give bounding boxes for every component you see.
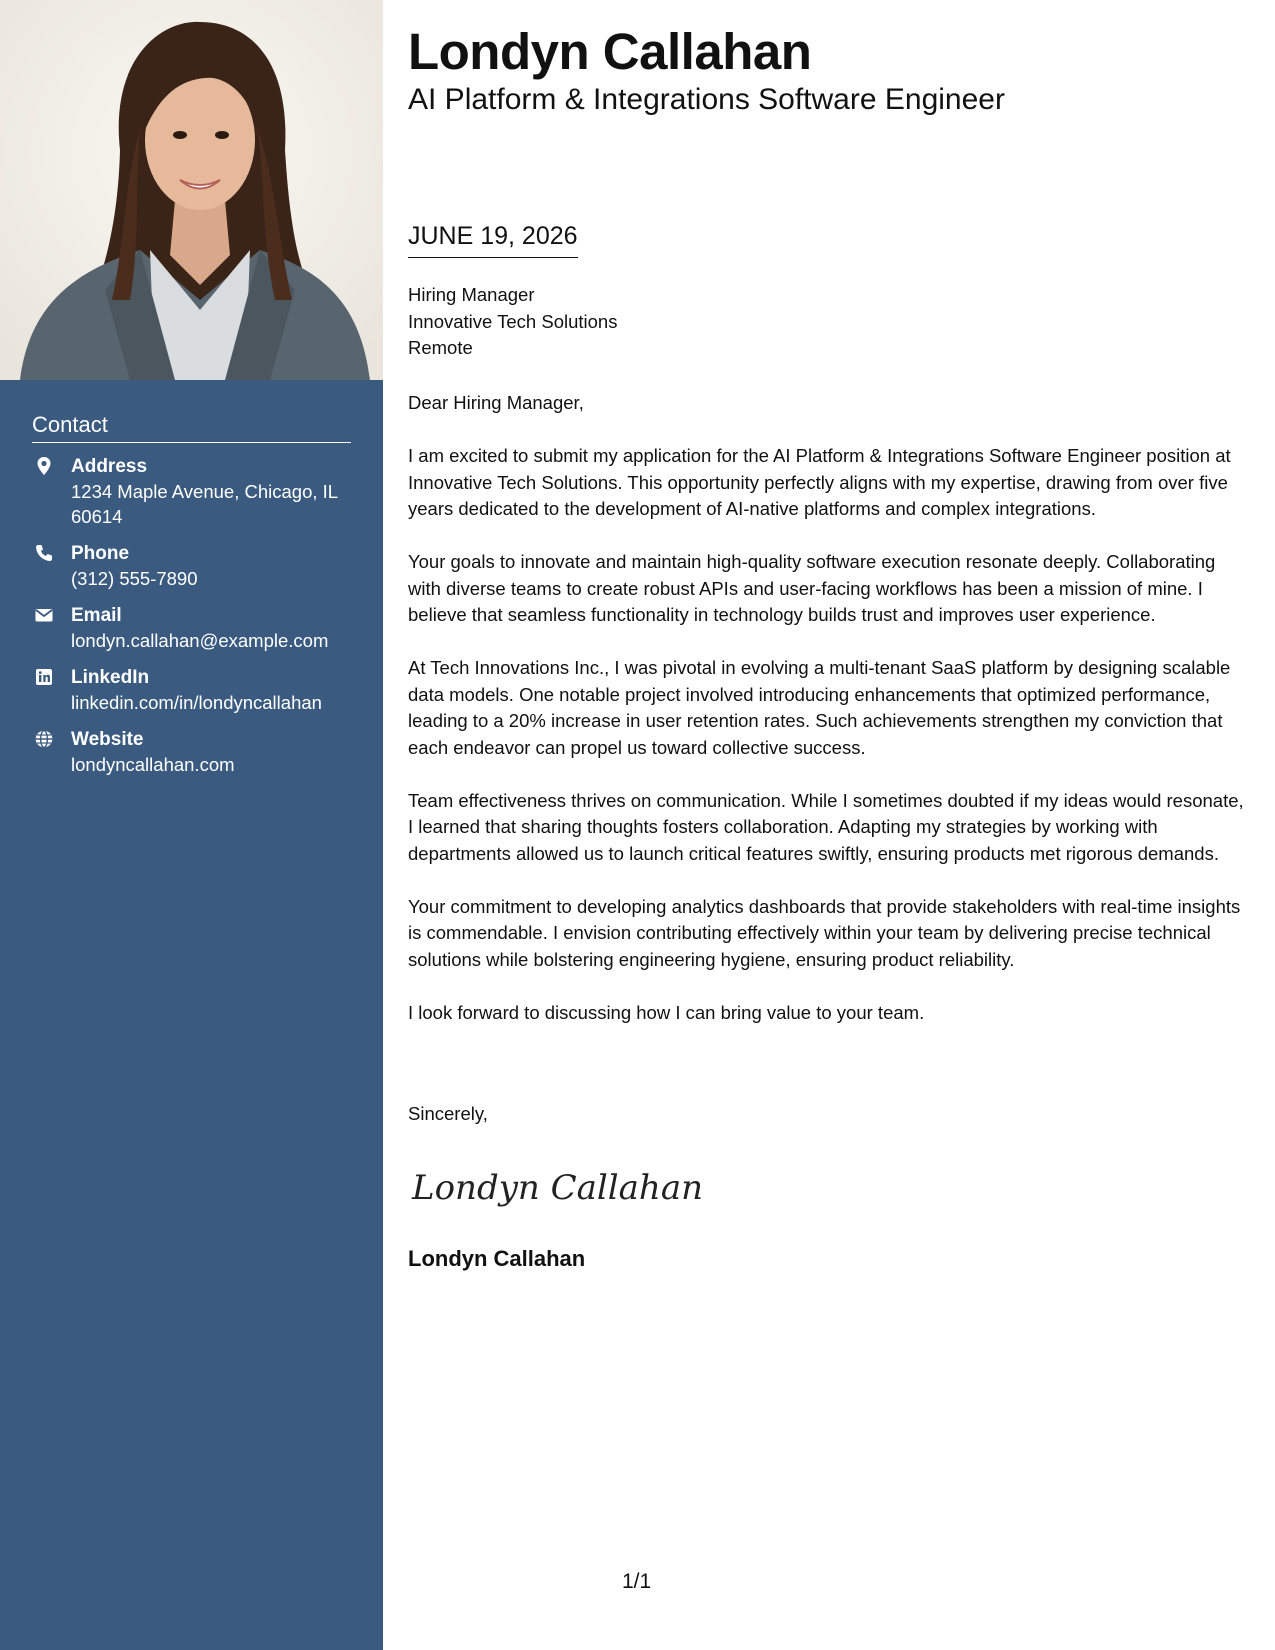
phone-value: (312) 555-7890: [71, 568, 198, 589]
signer-name: Londyn Callahan: [408, 1246, 586, 1271]
website-label: Website: [71, 729, 144, 750]
letter-body: [408, 390, 1246, 1053]
address-label: Address: [71, 456, 148, 477]
signature-image: [408, 1157, 703, 1217]
envelope-icon: [34, 605, 54, 625]
contact-section: [32, 412, 351, 790]
contact-heading: Contact: [32, 412, 351, 443]
linkedin-value[interactable]: linkedin.com/in/londyncallahan: [71, 692, 322, 713]
portrait-photo: [0, 0, 383, 380]
linkedin-label: LinkedIn: [71, 667, 150, 688]
linkedin-icon: [34, 667, 54, 687]
contact-phone: [32, 542, 351, 591]
website-value[interactable]: londyncallahan.com: [71, 754, 235, 775]
body-paragraph: Your goals to innovate and maintain high-quality software execution resonate deeply. Collaborating with diverse teams to create robust APIs and user-facing workflows has been a mission of mine. I believe that seamless functionality in technology builds trust and improves user experience.: [408, 551, 1216, 625]
recipient-line: Innovative Tech Solutions: [408, 310, 618, 332]
contact-linkedin: [32, 666, 351, 715]
page-number: 1/1: [622, 1570, 652, 1593]
email-label: Email: [71, 605, 122, 626]
applicant-name: Londyn Callahan: [408, 23, 812, 80]
phone-label: Phone: [71, 543, 130, 564]
closing: Sincerely,: [408, 1103, 488, 1124]
map-pin-icon: [34, 456, 54, 476]
signature-text: Londyn Callahan: [412, 1168, 703, 1208]
body-paragraph: Team effectiveness thrives on communication. While I sometimes doubted if my ideas would resonate, I learned that sharing thoughts fosters collaboration. Adapting my strategies by working with departments allowed us to launch critical features swiftly, ensuring products met rigorous demands.: [408, 789, 1244, 864]
contact-address: [32, 455, 351, 529]
contact-website: [32, 728, 351, 777]
body-paragraph: At Tech Innovations Inc., I was pivotal in evolving a multi-tenant SaaS platform by designing scalable data models. One notable project involved introducing enhancements that optimized performance, leading to a 20% increase in user retention rates. Such achievements strengthen my conviction that each endeavor can propel us toward collective success.: [408, 657, 1231, 758]
recipient-line: Hiring Manager: [408, 284, 535, 305]
address-value: 1234 Maple Avenue, Chicago, IL 60614: [71, 481, 338, 527]
letter-date: JUNE 19, 2026: [408, 222, 578, 258]
body-paragraph: I look forward to discussing how I can bring value to your team.: [408, 1001, 925, 1023]
recipient-line: Remote: [408, 337, 473, 358]
phone-icon: [34, 543, 54, 563]
recipient-block: [408, 282, 617, 362]
job-title: AI Platform & Integrations Software Engineer: [408, 83, 1005, 116]
email-value[interactable]: londyn.callahan@example.com: [71, 630, 329, 651]
contact-email: [32, 604, 351, 653]
sidebar: [0, 0, 383, 1650]
greeting: Dear Hiring Manager,: [408, 392, 584, 413]
body-paragraph: I am excited to submit my application for the AI Platform & Integrations Software Engineer position at Innovative Tech Solutions. This opportunity perfectly aligns with my expertise, drawing from over five years dedicated to the development of AI-native platforms and complex integrations.: [408, 445, 1231, 519]
globe-icon: [34, 729, 54, 749]
body-paragraph: Your commitment to developing analytics dashboards that provide stakeholders with real-time insights is commendable. I envision contributing effectively within your team by delivering precise technical solutions while bolstering engineering hygiene, ensuring product reliability.: [408, 895, 1241, 970]
